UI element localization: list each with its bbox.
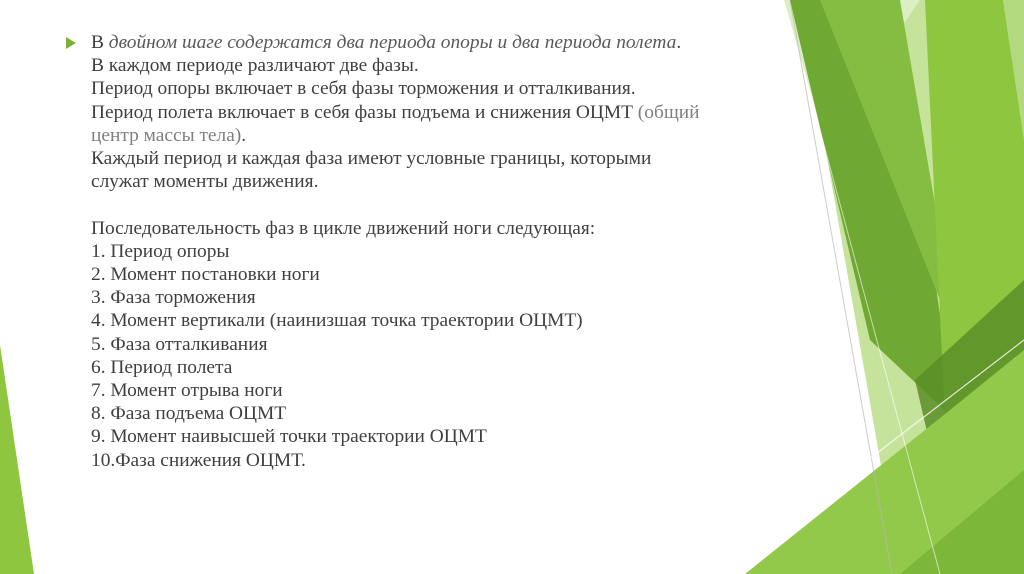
body-text [91, 31, 786, 472]
sequence-item: 1. Период опоры [91, 240, 230, 262]
text-line: Каждый период и каждая фаза имеют условные границы, которыми [91, 148, 652, 170]
sequence-item: 5. Фаза отталкивания [91, 333, 268, 355]
text-line: служат моменты движения. [91, 171, 319, 193]
sequence-item: 10.Фаза снижения ОЦМТ. [91, 449, 306, 471]
text-fragment: Период полета включает в себя фазы подъема и снижения ОЦМТ [91, 101, 633, 123]
paren-note-end: центр массы тела) [91, 124, 242, 146]
text-line [91, 101, 786, 124]
text-line: Период опоры включает в себя фазы торможения и отталкивания. [91, 78, 636, 100]
text-fragment: . [241, 124, 247, 146]
intro-italic: двойном шаге содержатся два периода опоры и два периода полета [108, 32, 677, 53]
sequence-title: Последовательность фаз в цикле движений ноги следующая: [91, 217, 596, 239]
bullet-arrow-icon [66, 37, 76, 49]
left-edge-facet [0, 345, 34, 574]
intro-prefix: В [91, 32, 109, 53]
sequence-item: 2. Момент постановки ноги [91, 264, 320, 286]
sequence-item: 7. Момент отрыва ноги [91, 380, 283, 402]
text-line: В каждом периоде различают две фазы. [91, 55, 419, 77]
paren-note-start: (общий [632, 101, 700, 123]
text-line [91, 124, 786, 147]
sequence-item: 8. Фаза подъема ОЦМТ [91, 403, 287, 425]
blank-line [91, 193, 786, 216]
sequence-item: 4. Момент вертикали (наинизшая точка траектории ОЦМТ) [91, 310, 583, 332]
intro-line [91, 31, 786, 54]
main-text-block [66, 31, 786, 472]
sequence-item: 3. Фаза торможения [91, 287, 256, 309]
intro-suffix: . [676, 32, 682, 53]
sequence-item: 9. Момент наивысшей точки траектории ОЦМТ [91, 426, 487, 448]
sequence-item: 6. Период полета [91, 356, 233, 378]
